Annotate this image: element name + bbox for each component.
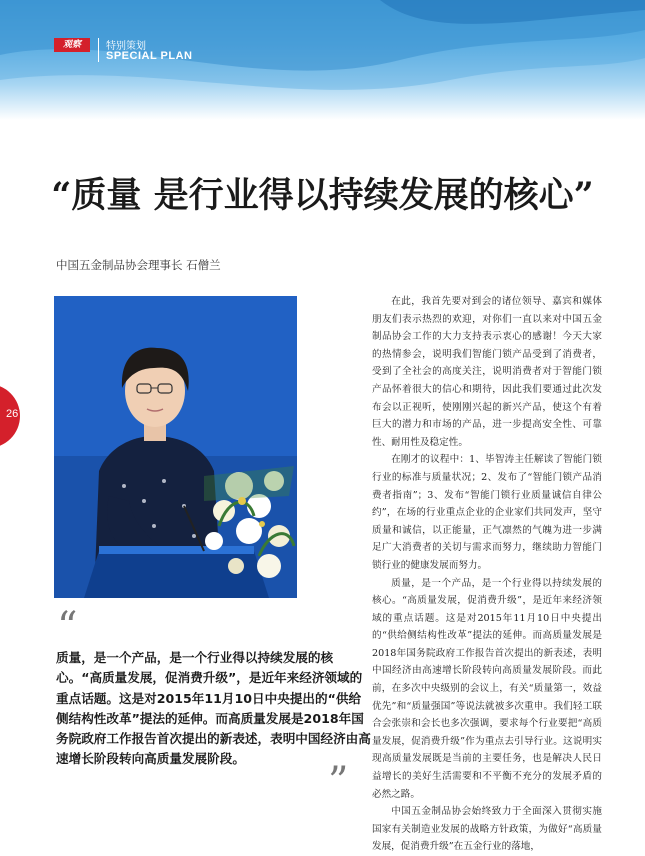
byline: 中国五金制品协会理事长 石僧兰 (56, 258, 221, 272)
body-column (372, 293, 602, 856)
section-label-en: SPECIAL PLAN (106, 50, 193, 62)
pull-quote: 质量，是一个产品，是一个行业得以持续发展的核心。“高质量发展，促消费升级”，是近年来经济领域的重点话题。这是对2015年11月10日中央提出的“供给侧结构性改革”提法的延伸。而高质量发展是2018年国务院政府工作报告首次提出的新表述，表明中国经济由高速增长阶段转向高质量发展阶段。 (56, 650, 371, 767)
quote-close-mark: ” (328, 759, 349, 805)
body-paragraph-3: 质量，是一个产品，是一个行业得以持续发展的核心。“高质量发展，促消费升级”，是近年来经济领域的重点话题。这是对2015年11月10日中央提出的“供给侧结构性改革”提法的延伸。而高质量发展是2018年国务院政府工作报告首次提出的新表述，表明中国经济由高速增长阶段转向高质量发展阶段。而此前，在多次中央级别的会议上，有关“质量第一，效益优先”和“质量强国”等说法就被多次重申。我们轻工联合会张崇和会长也多次强调，要求每个行业要把“高质量发展，促消费升级”作为重点去引导行业。这说明实现高质量发展既是当前的主要任务，也是解决人民日益增长的美好生活需要和不平衡不充分的发展矛盾的必然之路。 (372, 577, 602, 800)
body-paragraph-1: 在此，我首先要对到会的诸位领导、嘉宾和媒体朋友们表示热烈的欢迎，对你们一直以来对中国五金制品协会工作的大力支持表示衷心的感谢！今天大家的热情参会，说明我们智能门锁产品受到了消费者，受到了全社会的高度关注，说明消费者对于智能门锁产品怀着很大的信心和期待，因此我们要通过此次发布会以正视听，使刚刚兴起的新兴产品，使这个有着巨大的潜力和市场的产品，进一步提高安全性、可靠性、耐用性及稳定性。 (372, 296, 602, 448)
header-wave-decoration (0, 0, 645, 120)
speaker-photo (54, 296, 297, 598)
column-badge: 观察 (54, 38, 90, 52)
header-band (0, 0, 645, 120)
header-divider (98, 38, 99, 62)
body-paragraph-2: 在刚才的议程中：1、毕智涛主任解读了智能门锁行业的标准与质量状况；2、发布了“智能门锁产品消费者指南”；3、发布“智能门锁行业质量诚信自律公约”，在场的行业重点企业的企业家们共同发声，坚守质量和诚信，以正能量，正气凛然的气魄为进一步满足广大消费者的关切与需求而努力，继续助力智能门锁行业的健康发展而努力。 (372, 454, 602, 571)
page-number: 26 (6, 408, 19, 420)
quote-open-mark: “ (57, 604, 78, 650)
article-title: “质量 是行业得以持续发展的核心” (51, 175, 594, 216)
body-paragraph-4: 中国五金制品协会始终致力于全面深入贯彻实施国家有关制造业发展的战略方针政策，为做好“高质量发展，促消费升级”在五金行业的落地， (372, 806, 602, 853)
speaker-illustration (54, 296, 297, 598)
section-label-cn: 特别策划 (106, 41, 146, 52)
